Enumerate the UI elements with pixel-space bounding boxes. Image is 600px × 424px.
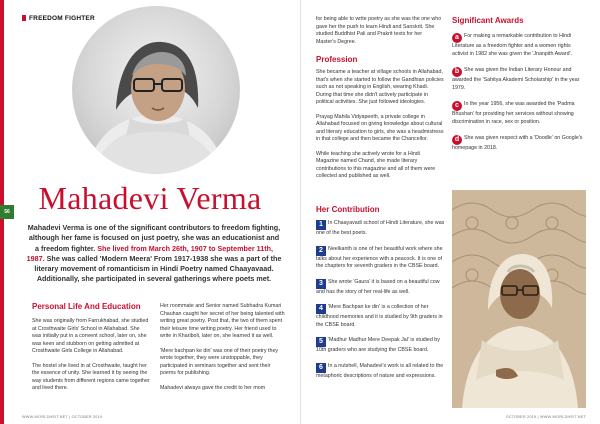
list-item bbox=[452, 67, 586, 92]
page-gutter bbox=[300, 0, 301, 424]
intro-paragraph bbox=[26, 223, 282, 285]
list-item-text: 'Mere Bachpan ke din' is a collection of her childhood memories and it is studied by 9th graders in the CBSE board. bbox=[316, 304, 443, 328]
intro-highlight: She lived from March 26th, 1907 to September 11th, 1987. bbox=[26, 243, 274, 263]
list-item bbox=[316, 279, 446, 297]
body-paragraph: She was originally from Farrukhabad, she studied at Crosthwaite Girls' School in Allahabad. She was initially put in a convent school, later on, she was keen and stubborn on getting admitted at Crosthwaite Girls College in Allahabad. bbox=[32, 318, 149, 354]
list-item-text: She wrote 'Gaura' it is based on a beautiful cow and has the story of her real-life as well. bbox=[316, 278, 440, 295]
personal-life-column-2 bbox=[160, 303, 286, 399]
list-item bbox=[316, 304, 446, 329]
list-item-text: In a nutshell, Mahadevi's work is all related to the metaphoric descriptions of nature and expressions. bbox=[316, 362, 444, 379]
list-item-text: In the year 1956, she was awarded the 'Padma Bhushan' for providing her services without showing discrimination in race, sex or position. bbox=[452, 101, 575, 125]
list-item bbox=[316, 337, 446, 355]
intro-text-1: Mahadevi Verma is one of the significant contributors to freedom fighting, although her fame is focused on just poetry, she was an educationist and a freedom fighter. bbox=[27, 223, 281, 253]
number-badge: 4 bbox=[316, 304, 326, 314]
number-badge: 1 bbox=[316, 220, 326, 230]
body-paragraph: Prayag Mahila Vidyapeeth, a private college in Allahabad focused on giving knowledge about cultural and literary education to girls, she was a headmistress in that college and then became the Chancellor. bbox=[316, 113, 444, 142]
list-item-text: For making a remarkable contribution to Hindi Literature as a freedom fighter and a women rights activist in 1982 she was given the 'Jnanpith Award'. bbox=[452, 33, 572, 57]
number-badge: 3 bbox=[316, 279, 326, 289]
awards-list bbox=[452, 33, 586, 162]
body-paragraph: While teaching she actively wrote for a Hindi Magazine named Chand, she made literary contributions to this magazine and all of them were collected and published as well. bbox=[316, 150, 436, 179]
list-item-text: In Chaayavadi school of Hindi Literature, she was one of the best poets. bbox=[316, 220, 445, 236]
body-paragraph: She became a teacher at village schools in Allahabad, that's when she started to follow the Gandhian policies such as not speaking in English, wearing Khadi. During that time she didn't actively participate in political activities. She just followed ideologies. bbox=[316, 69, 444, 105]
awards-heading: Significant Awards bbox=[452, 16, 524, 25]
list-item bbox=[452, 101, 586, 126]
continued-paragraph: for being able to write poetry as she was the one who gave her the push to learn Hindi and Sanskrit. She studied Buddhist Pali and Prakrit texts for her Master's Degree. bbox=[316, 16, 442, 45]
section-tag-label: FREEDOM FIGHTER bbox=[29, 15, 95, 22]
letter-badge: a bbox=[452, 33, 462, 43]
body-paragraph: Mahadevi always gave the credit to her mom bbox=[160, 384, 266, 391]
section-tag bbox=[22, 15, 95, 22]
list-item bbox=[452, 33, 586, 58]
body-paragraph: The hostel she lived in at Crosthwaite, taught her the essence of unity. She learned it by seeing the way students from different regions came together and lived there. bbox=[32, 362, 150, 391]
list-item bbox=[316, 220, 446, 238]
body-paragraph: Her roommate and Senior named Subhadra Kumari Chauhan caught her secret of her being talented with writing great poetry. Post that, the two of them spent their leisure time writing poetry. Her friend used to write in Khariboli, later on, she learned it as well. bbox=[160, 303, 285, 339]
list-item-text: 'Madhur Madhur Mere Deepak Jal' is studied by 10th graders who are studying the CBSE board. bbox=[316, 337, 440, 353]
portrait-photo bbox=[72, 6, 240, 174]
contribution-heading: Her Contribution bbox=[316, 205, 380, 214]
intro-text-2: She was called 'Modern Meera' From 1917-1938 she was a part of the literary movement of romanticism in Hindi Poetry named Chaayavaad. Additionally, she participated in several gatherings where poets met. bbox=[34, 253, 282, 284]
list-item bbox=[452, 135, 586, 153]
list-item bbox=[316, 246, 446, 271]
letter-badge: c bbox=[452, 101, 462, 111]
letter-badge: b bbox=[452, 67, 462, 77]
list-item bbox=[316, 363, 446, 381]
list-item-text: She was given respect with a 'Doodle' on Google's homepage in 2018. bbox=[452, 135, 583, 151]
number-badge: 2 bbox=[316, 246, 326, 256]
page-title: Mahadevi Verma bbox=[38, 180, 262, 216]
section-tag-marker bbox=[22, 15, 26, 21]
right-footer: OCTOBER 2019 | WWW.WORLDHEIT.NET bbox=[505, 415, 586, 419]
number-badge: 6 bbox=[316, 363, 326, 373]
profession-column bbox=[316, 69, 444, 188]
page-number-tab: 56 bbox=[0, 205, 14, 219]
personal-life-column-1 bbox=[32, 318, 150, 400]
list-item-text: Neelkanth is one of her beautiful work where she talks about her experience with a peacock. It is one of the chapters for seventh graders in the CBSE board. bbox=[316, 245, 443, 269]
list-item-text: She was given the Indian Literary Honour and awarded the 'Sahitya Akademi Scholarship' in the year 1979. bbox=[452, 67, 580, 91]
number-badge: 5 bbox=[316, 337, 326, 347]
letter-badge: d bbox=[452, 135, 462, 145]
personal-life-heading: Personal Life And Education bbox=[32, 302, 141, 311]
profession-heading: Profession bbox=[316, 55, 358, 64]
body-paragraph: 'Mere bachpan ke din' was one of their poetry they wrote together, they were unstoppable, they participated in seminars together and sent their poems for publishing. bbox=[160, 347, 279, 376]
left-footer: WWW.WORLDHEIT.NET | OCTOBER 2019 bbox=[22, 415, 103, 419]
sepia-photo bbox=[452, 190, 586, 408]
contribution-list bbox=[316, 220, 446, 388]
